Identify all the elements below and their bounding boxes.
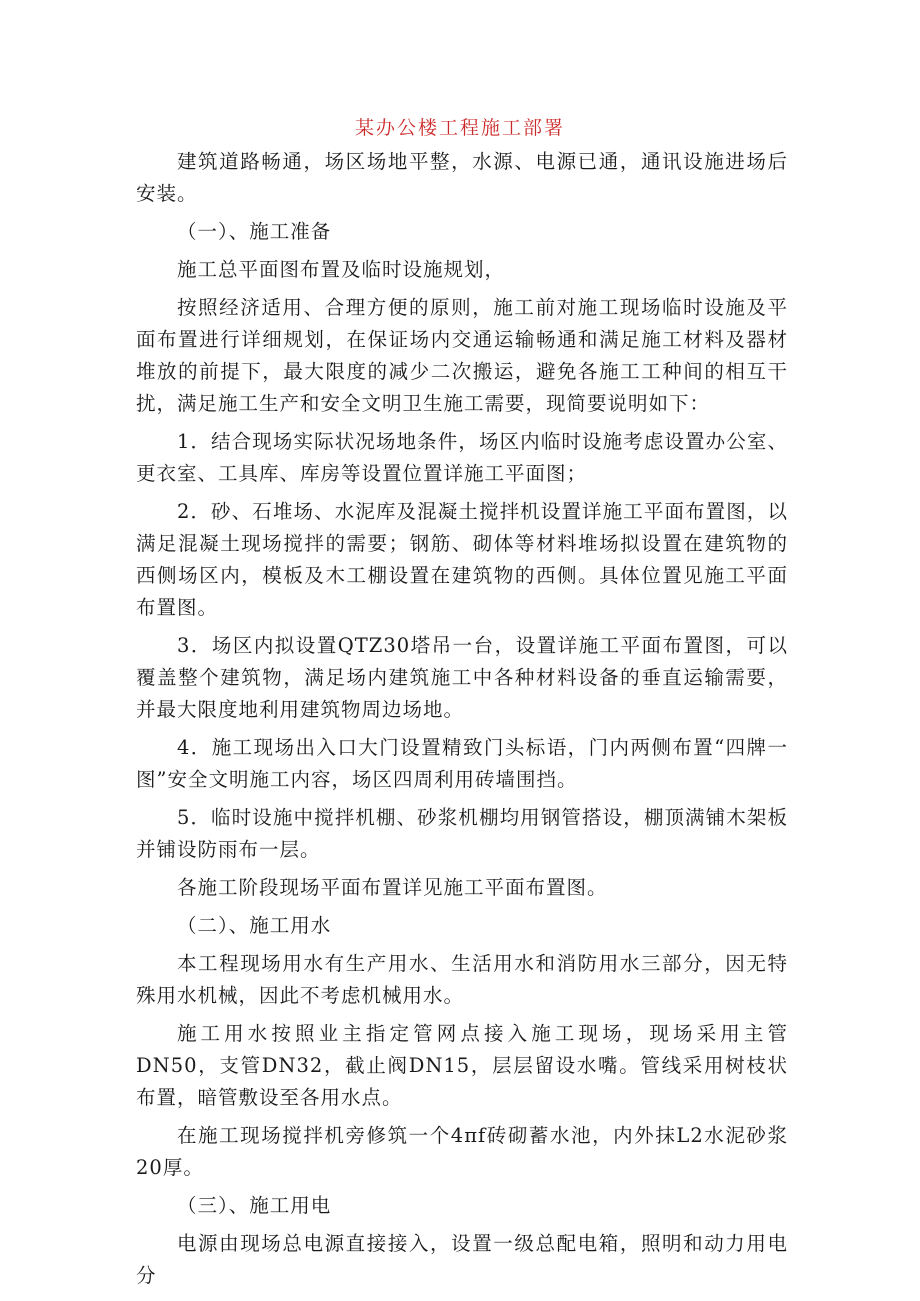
list-item-5: 5．临时设施中搅拌机棚、砂浆机棚均用钢管搭设，棚顶满铺木架板并铺设防雨布一层。 <box>136 806 788 861</box>
paragraph-water-usage: 本工程现场用水有生产用水、生活用水和消防用水三部分，因无特殊用水机械，因此不考虑机械用水。 <box>136 952 788 1007</box>
list-item-4: 4．施工现场出入口大门设置精致门头标语，门内两侧布置“四牌一图”安全文明施工内容，场区四周利用砖墙围挡。 <box>136 736 788 791</box>
list-item-3: 3．场区内拟设置QTZ30塔吊一台，设置详施工平面布置图，可以覆盖整个建筑物，满足场内建筑施工中各种材料设备的垂直运输需要，并最大限度地利用建筑物周边场地。 <box>136 634 788 721</box>
paragraph-water-pipes: 施工用水按照业主指定管网点接入施工现场，现场采用主管DN50，支管DN32，截止阀DN15，层层留设水嘴。管线采用树枝状布置，暗管敷设至各用水点。 <box>136 1022 788 1109</box>
list-item-1: 1．结合现场实际状况场地条件，场区内临时设施考虑设置办公室、更衣室、工具库、库房等设置位置详施工平面图； <box>136 430 788 485</box>
paragraph-phase-layout: 各施工阶段现场平面布置详见施工平面布置图。 <box>176 876 608 899</box>
section-heading-water: （二）、施工用水 <box>176 914 332 937</box>
section-heading-electricity: （三）、施工用电 <box>176 1194 332 1217</box>
paragraph-site-conditions: 建筑道路畅通，场区场地平整，水源、电源已通，通讯设施进场后安装。 <box>136 150 788 205</box>
paragraph-power-supply: 电源由现场总电源直接接入，设置一级总配电箱，照明和动力用电分 <box>136 1232 788 1287</box>
document-title: 某办公楼工程施工部署 <box>354 117 565 139</box>
paragraph-water-tank: 在施工现场搅拌机旁修筑一个4πf砖砌蓄水池，内外抹L2水泥砂浆20厚。 <box>136 1124 788 1179</box>
list-item-2: 2．砂、石堆场、水泥库及混凝土搅拌机设置详施工平面布置图，以满足混凝土现场搅拌的需要；钢筋、砌体等材料堆场拟设置在建筑物的西侧场区内，模板及木工棚设置在建筑物的西侧。具体位置见施工平面布置图。 <box>136 500 788 619</box>
document-body <box>136 146 788 1292</box>
section-heading-preparation: （一）、施工准备 <box>176 220 332 243</box>
paragraph-layout-planning: 施工总平面图布置及临时设施规划， <box>176 258 505 281</box>
paragraph-planning-principles: 按照经济适用、合理方便的原则，施工前对施工现场临时设施及平面布置进行详细规划，在保证场内交通运输畅通和满足施工材料及器材堆放的前提下，最大限度的减少二次搬运，避免各施工工种间的相互干扰，满足施工生产和安全文明卫生施工需要，现简要说明如下： <box>136 296 788 415</box>
